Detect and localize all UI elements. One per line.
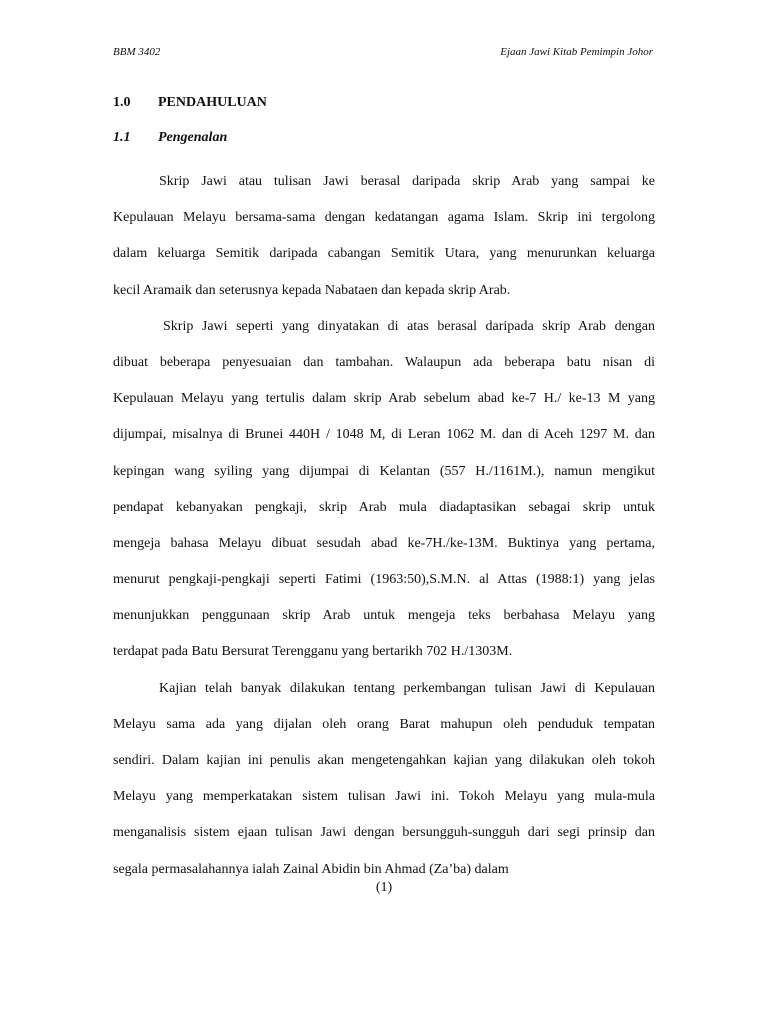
paragraph-3-line: Melayu sama ada yang dijalan oleh orang Barat mahupun oleh penduduk tempatan [113,716,655,732]
section-heading [113,95,267,111]
paragraph-3-line: segala permasalahannya ialah Zainal Abidin bin Ahmad (Za’ba) dalam [113,861,509,877]
page-header [113,46,653,58]
paragraph-2-line: menunjukkan penggunaan skrip Arab untuk mengeja teks berbahasa Melayu yang [113,608,655,624]
paragraph-2-line: dibuat beberapa penyesuaian dan tambahan. Walaupun ada beberapa batu nisan di [113,354,655,370]
paragraph-3-line: Kajian telah banyak dilakukan tentang perkembangan tulisan Jawi di Kepulauan [159,680,655,696]
subsection-number: 1.1 [113,130,131,145]
body-text [113,164,655,888]
header-document-title: Ejaan Jawi Kitab Pemimpin Johor [500,46,653,58]
paragraph-1-line: dalam keluarga Semitik daripada cabangan Semitik Utara, yang menurunkan keluarga [113,246,655,262]
paragraph-3-line: Melayu yang memperkatakan sistem tulisan Jawi ini. Tokoh Melayu yang mula-mula [113,789,655,805]
page-number: (1) [375,880,393,895]
paragraph-1-line: kecil Aramaik dan seterusnya kepada Nabataen dan kepada skrip Arab. [113,282,511,298]
paragraph-2-line: kepingan wang syiling yang dijumpai di Kelantan (557 H./1161M.), namun mengikut [113,463,655,479]
paragraph-2-line: dijumpai, misalnya di Brunei 440H / 1048 M, di Leran 1062 M. dan di Aceh 1297 M. dan [113,427,655,443]
paragraph-1-line: Skrip Jawi atau tulisan Jawi berasal daripada skrip Arab yang sampai ke [159,174,655,189]
paragraph-2-line: menurut pengkaji-pengkaji seperti Fatimi (1963:50),S.M.N. al Attas (1988:1) yang jelas [113,572,655,588]
section-number: 1.0 [113,95,131,110]
section-title: PENDAHULUAN [158,95,267,110]
subsection-title: Pengenalan [158,130,228,145]
paragraph-2-line: Skrip Jawi seperti yang dinyatakan di atas berasal daripada skrip Arab dengan [163,318,655,334]
paragraph-2-line: Kepulauan Melayu yang tertulis dalam skrip Arab sebelum abad ke-7 H./ ke-13 M yang [113,391,655,407]
header-course-code: BBM 3402 [113,46,161,58]
paragraph-2-line: pendapat kebanyakan pengkaji, skrip Arab mula diadaptasikan sebagai skrip untuk [113,499,655,515]
paragraph-1-line: Kepulauan Melayu bersama-sama dengan kedatangan agama Islam. Skrip ini tergolong [113,210,655,226]
paragraph-3-line: sendiri. Dalam kajian ini penulis akan mengetengahkan kajian yang dilakukan oleh tokoh [113,753,655,768]
paragraph-3-line: menganalisis sistem ejaan tulisan Jawi dengan bersungguh-sungguh dari segi prinsip dan [113,825,655,841]
subsection-heading [113,130,227,146]
paragraph-2-line: mengeja bahasa Melayu dibuat sesudah abad ke-7H./ke-13M. Buktinya yang pertama, [113,535,655,551]
paragraph-2-line: terdapat pada Batu Bersurat Terengganu yang bertarikh 702 H./1303M. [113,644,513,660]
